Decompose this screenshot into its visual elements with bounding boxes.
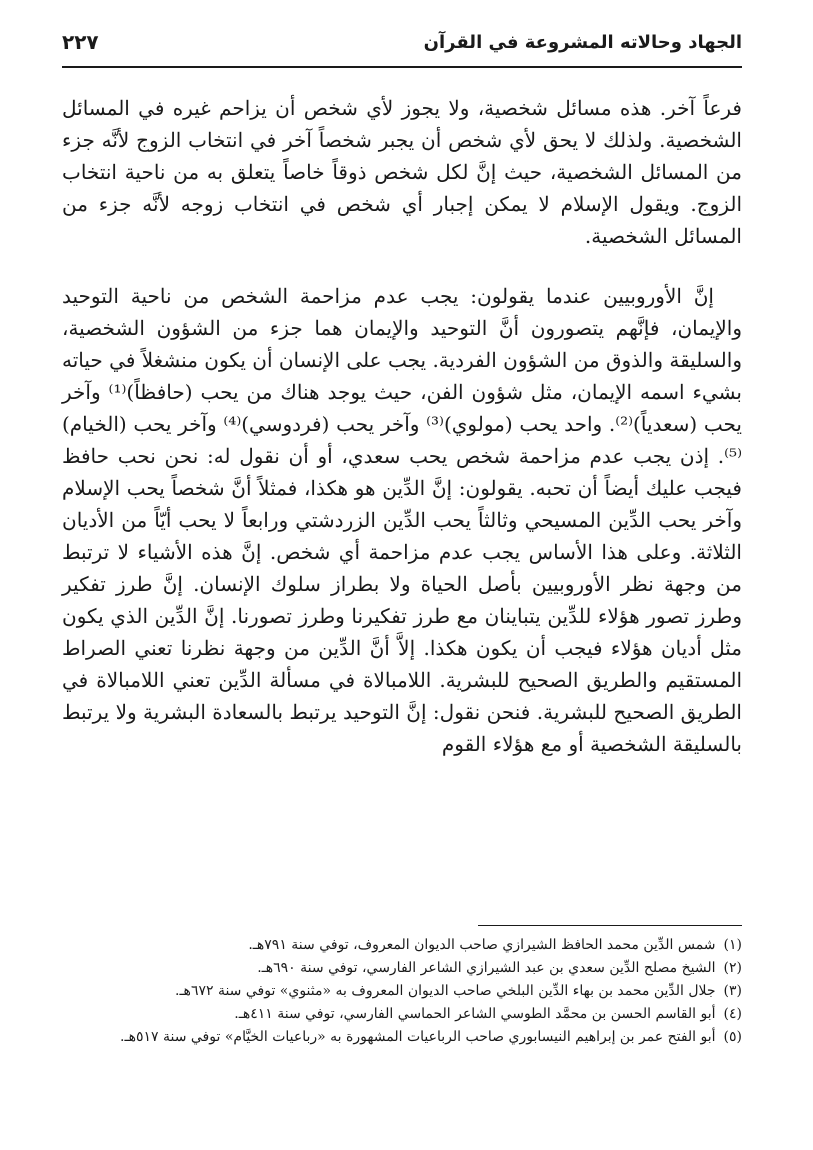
footnote-4 (62, 1003, 742, 1026)
footnote-number: (١) (723, 937, 742, 953)
footnote-text: جلال الدِّين محمد بن بهاء الدِّين البلخي صاحب الديوان المعروف به «مثنوي» توفي سنة ٦٧٢هـ. (175, 983, 716, 999)
footnote-text: أبو الفتح عمر بن إبراهيم النيسابوري صاحب الرباعيات المشهورة به «رباعيات الخيَّام» توفي سنة ٥١٧هـ. (120, 1029, 716, 1045)
page-number: ٢٢٧ (62, 30, 99, 54)
footnote-5 (62, 1026, 742, 1049)
running-title: الجهاد وحالاته المشروعة في القرآن (423, 32, 742, 53)
page-header (62, 26, 742, 68)
body-text (62, 92, 742, 760)
footnote-text: شمس الدِّين محمد الحافظ الشيرازي صاحب الديوان المعروف، توفي سنة ٧٩١هـ. (248, 937, 716, 953)
footnote-separator (478, 925, 742, 926)
paragraph-2: إنَّ الأوروبيين عندما يقولون: يجب عدم مزاحمة الشخص من ناحية التوحيد والإيمان، فإنَّهم يتصورون أنَّ التوحيد والإيمان هما جزء من الشؤون الشخصية، والسليقة والذوق من الشؤون الفردية. يجب على الإنسان أن يكون منشغلاً في حياته بشيء اسمه الإيمان، مثل شؤون الفن، حيث يوجد هناك من يحب (حافظاً)⁽¹⁾ وآخر يحب (سعدياً)⁽²⁾. واحد يحب (مولوي)⁽³⁾ وآخر يحب (فردوسي)⁽⁴⁾ وآخر يحب (الخيام)⁽⁵⁾. إذن يجب عدم مزاحمة شخص يحب سعدي، أو أن نقول له: نحن نحب حافظ فيجب عليك أيضاً أن تحبه. يقولون: إنَّ الدِّين هو هكذا، فمثلاً أنَّ شخصاً يحب الإسلام وآخر يحب الدِّين المسيحي وثالثاً يحب الدِّين الزردشتي ورابعاً لا يحب أيّاً من الأديان الثلاثة. وعلى هذا الأساس يجب عدم مزاحمة أي شخص. إنَّ هذه الأشياء لا ترتبط من وجهة نظر الأوروبيين بأصل الحياة ولا بطراز سلوك الإنسان. إنَّ طرز تفكير وطرز تصور هؤلاء للدِّين يتباينان مع طرز تفكيرنا وطرز تصورنا. إنَّ الدِّين الذي يكون مثل أديان هؤلاء فيجب أن يكون هكذا. إلاَّ أنَّ الدِّين من وجهة نظرنا تعني الصراط المستقيم والطريق الصحيح للبشرية. اللامبالاة في مسألة الدِّين تعني اللامبالاة في الطريق الصحيح للبشرية. فنحن نقول: إنَّ التوحيد يرتبط بالسعادة البشرية ولا يرتبط بالسليقة الشخصية أو مع هؤلاء القوم (62, 284, 742, 756)
footnote-number: (٤) (723, 1006, 742, 1022)
footnote-3 (62, 980, 742, 1003)
paragraph-1: فرعاً آخر. هذه مسائل شخصية، ولا يجوز لأي شخص أن يزاحم غيره في المسائل الشخصية. ولذلك لا يحق لأي شخص أن يجبر شخصاً آخر في انتخاب الزوج لأنَّه جزء من المسائل الشخصية، حيث إنَّ لكل شخص ذوقاً خاصاً يتعلق به من ناحية انتخاب الزوج. ويقول الإسلام لا يمكن إجبار أي شخص في انتخاب زوجه لأنَّه جزء من المسائل الشخصية. (62, 96, 742, 248)
footnote-text: الشيخ مصلح الدِّين سعدي بن عبد الشيرازي الشاعر الفارسي، توفي سنة ٦٩٠هـ. (257, 960, 716, 976)
footnote-number: (٣) (723, 983, 742, 999)
footnote-number: (٢) (723, 960, 742, 976)
footnote-text: أبو القاسم الحسن بن محمَّد الطوسي الشاعر الحماسي الفارسي، توفي سنة ٤١١هـ. (234, 1006, 716, 1022)
footnotes (62, 934, 742, 1049)
footnote-2 (62, 957, 742, 980)
footnote-number: (٥) (723, 1029, 742, 1045)
footnote-1 (62, 934, 742, 957)
